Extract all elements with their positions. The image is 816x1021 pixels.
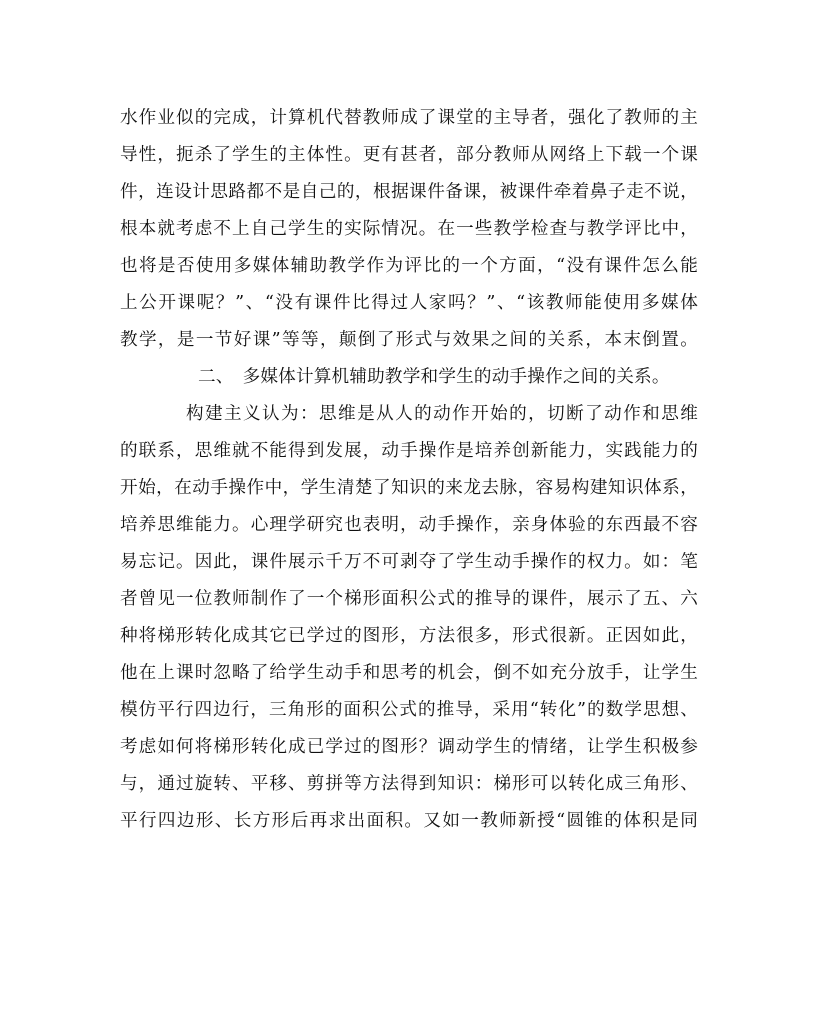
text-line: 与，通过旋转、平移、剪拼等方法得到知识：梯形可以转化成三角形、	[120, 774, 698, 794]
text-line: 考虑如何将梯形转化成已学过的图形？调动学生的情绪，让学生积极参	[120, 737, 698, 757]
text-line: 上公开课呢？”、“没有课件比得过人家吗？”、“该教师能使用多媒体	[120, 293, 698, 313]
section-heading: 二、 多媒体计算机辅助教学和学生的动手操作之间的关系。	[198, 367, 670, 387]
text-line: 也将是否使用多媒体辅助教学作为评比的一个方面，“没有课件怎么能	[120, 256, 698, 276]
text-line: 他在上课时忽略了给学生动手和思考的机会，倒不如充分放手，让学生	[120, 663, 698, 683]
text-line: 种将梯形转化成其它已学过的图形，方法很多，形式很新。正因如此，	[120, 626, 698, 646]
text-line: 易忘记。因此，课件展示千万不可剥夺了学生动手操作的权力。如：笔	[120, 552, 698, 572]
text-line: 教学，是一节好课”等等，颠倒了形式与效果之间的关系，本末倒置。	[120, 330, 698, 350]
text-line: 培养思维能力。心理学研究也表明，动手操作，亲身体验的东西最不容	[120, 515, 698, 535]
text-line: 水作业似的完成，计算机代替教师成了课堂的主导者，强化了教师的主	[120, 108, 698, 128]
text-line: 导性，扼杀了学生的主体性。更有甚者，部分教师从网络上下载一个课	[120, 145, 698, 165]
text-line: 根本就考虑不上自己学生的实际情况。在一些教学检查与教学评比中，	[120, 219, 698, 239]
text-line: 件，连设计思路都不是自己的，根据课件备课，被课件牵着鼻子走不说，	[120, 182, 698, 202]
text-line: 模仿平行四边行，三角形的面积公式的推导，采用“转化”的数学思想、	[120, 700, 698, 720]
text-line: 者曾见一位教师制作了一个梯形面积公式的推导的课件，展示了五、六	[120, 589, 698, 609]
text-line: 开始，在动手操作中，学生清楚了知识的来龙去脉，容易构建知识体系，	[120, 478, 698, 498]
paragraph-first-line: 构建主义认为：思维是从人的动作开始的，切断了动作和思维	[186, 404, 698, 424]
body-text	[120, 100, 698, 840]
text-line: 平行四边形、长方形后再求出面积。又如一教师新授“圆锥的体积是同	[120, 811, 698, 831]
text-line: 的联系，思维就不能得到发展，动手操作是培养创新能力，实践能力的	[120, 441, 698, 461]
